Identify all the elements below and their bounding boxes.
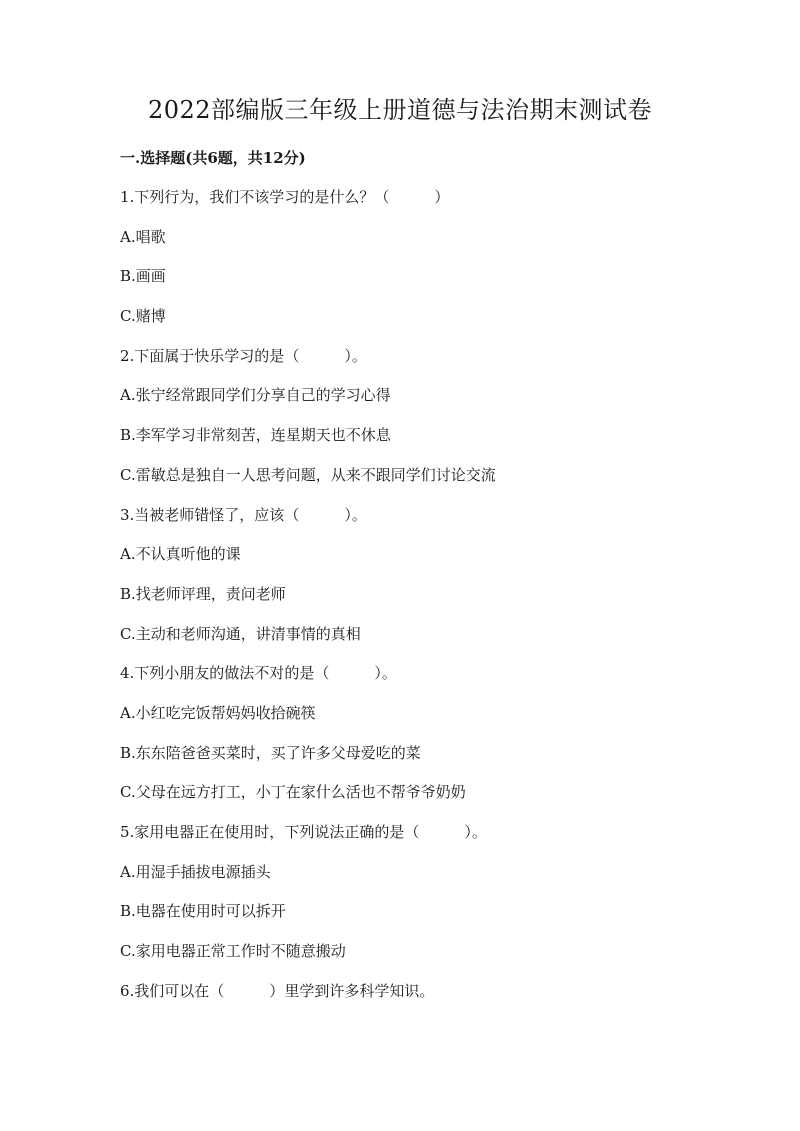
option-line: C.家用电器正常工作时不随意搬动	[120, 942, 346, 961]
section-heading: 一.选择题(共6题，共12分)	[120, 149, 306, 167]
option-line: C.赌博	[120, 307, 166, 326]
option-line: B.找老师评理，责问老师	[120, 584, 286, 603]
page-title: 2022部编版三年级上册道德与法治期末测试卷	[147, 96, 653, 124]
question-line: 4.下列小朋友的做法不对的是（ ）。	[120, 664, 397, 683]
option-line: A.不认真听他的课	[120, 545, 241, 564]
question-line: 6.我们可以在（ ）里学到许多科学知识。	[120, 981, 435, 1000]
option-line: A.用湿手插拔电源插头	[120, 862, 271, 881]
option-line: C.主动和老师沟通，讲清事情的真相	[120, 624, 361, 643]
question-list	[120, 186, 720, 1019]
question-line: 5.家用电器正在使用时，下列说法正确的是（ ）。	[120, 823, 487, 841]
option-line: C.雷敏总是独自一人思考问题，从来不跟同学们讨论交流	[120, 465, 496, 484]
option-line: B.李军学习非常刻苦，连星期天也不休息	[120, 426, 391, 445]
question-line: 2.下面属于快乐学习的是（ ）。	[120, 346, 367, 365]
option-line: A.张宁经常跟同学们分享自己的学习心得	[120, 386, 391, 405]
question-line: 1.下列行为，我们不该学习的是什么？（ ）	[120, 188, 450, 206]
question-line: 3.当被老师错怪了，应该（ ）。	[120, 505, 367, 524]
option-line: A.唱歌	[120, 227, 166, 246]
option-line: B.东东陪爸爸买菜时，买了许多父母爱吃的菜	[120, 743, 421, 762]
option-line: C.父母在远方打工，小丁在家什么活也不帮爷爷奶奶	[120, 783, 466, 802]
option-line: B.画画	[120, 267, 166, 286]
option-line: A.小红吃完饭帮妈妈收拾碗筷	[120, 703, 316, 722]
option-line: B.电器在使用时可以拆开	[120, 902, 286, 921]
